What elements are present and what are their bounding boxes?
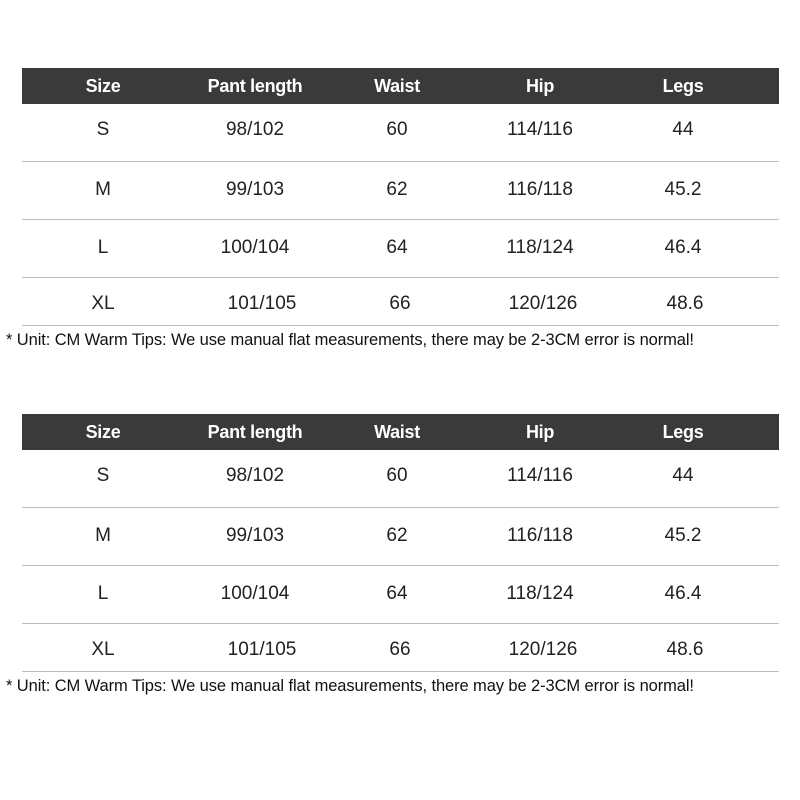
cell-size: M [95, 179, 111, 200]
header-pant-length: Pant length [207, 422, 303, 442]
cell-legs: 48.6 [666, 293, 704, 314]
table-header [22, 414, 779, 450]
cell-size: L [97, 237, 109, 258]
header-hip: Hip [525, 76, 555, 96]
header-legs: Legs [662, 76, 704, 96]
cell-hip: 118/124 [506, 237, 574, 258]
cell-hip: 116/118 [507, 179, 573, 200]
table-row [22, 278, 779, 326]
cell-size: M [95, 525, 111, 546]
header-waist: Waist [374, 76, 420, 96]
cell-size: XL [91, 639, 115, 660]
table-row [22, 566, 779, 624]
table-row [22, 508, 779, 566]
size-chart-table-1 [22, 68, 779, 326]
unit-note: * Unit: CM Warm Tips: We use manual flat measurements, there may be 2-3CM error is normal! [6, 677, 694, 695]
cell-hip: 118/124 [506, 583, 574, 604]
cell-legs: 48.6 [666, 639, 704, 660]
header-hip: Hip [525, 422, 555, 442]
table-row [22, 450, 779, 508]
size-chart-table-2 [22, 414, 779, 672]
cell-pant-length: 101/105 [227, 293, 297, 314]
table-row [22, 104, 779, 162]
cell-pant-length: 99/103 [225, 525, 285, 546]
header-waist: Waist [374, 422, 420, 442]
cell-legs: 45.2 [664, 179, 702, 200]
header-size: Size [85, 422, 121, 442]
cell-legs: 45.2 [664, 525, 702, 546]
cell-waist: 62 [386, 179, 408, 200]
table-row [22, 220, 779, 278]
cell-pant-length: 101/105 [227, 639, 297, 660]
cell-waist: 60 [386, 119, 408, 140]
header-legs: Legs [662, 422, 704, 442]
cell-size: S [96, 119, 110, 140]
table-row [22, 624, 779, 672]
cell-size: L [97, 583, 109, 604]
header-size: Size [85, 76, 121, 96]
cell-legs: 46.4 [664, 237, 702, 258]
cell-hip: 114/116 [507, 119, 573, 140]
cell-waist: 62 [386, 525, 408, 546]
table-row [22, 162, 779, 220]
header-pant-length: Pant length [207, 76, 303, 96]
cell-size: XL [91, 293, 115, 314]
cell-hip: 114/116 [507, 465, 573, 486]
cell-hip: 120/126 [508, 293, 578, 314]
cell-legs: 44 [672, 465, 694, 486]
cell-hip: 120/126 [508, 639, 578, 660]
cell-waist: 60 [386, 465, 408, 486]
cell-pant-length: 98/102 [225, 465, 285, 486]
cell-waist: 64 [386, 237, 408, 258]
unit-note: * Unit: CM Warm Tips: We use manual flat measurements, there may be 2-3CM error is normal! [6, 331, 694, 349]
cell-hip: 116/118 [507, 525, 573, 546]
cell-pant-length: 99/103 [225, 179, 285, 200]
cell-pant-length: 100/104 [220, 237, 290, 258]
cell-waist: 64 [386, 583, 408, 604]
cell-waist: 66 [389, 639, 411, 660]
cell-waist: 66 [389, 293, 411, 314]
cell-legs: 46.4 [664, 583, 702, 604]
cell-pant-length: 98/102 [225, 119, 285, 140]
table-header [22, 68, 779, 104]
cell-size: S [96, 465, 110, 486]
cell-legs: 44 [672, 119, 694, 140]
cell-pant-length: 100/104 [220, 583, 290, 604]
